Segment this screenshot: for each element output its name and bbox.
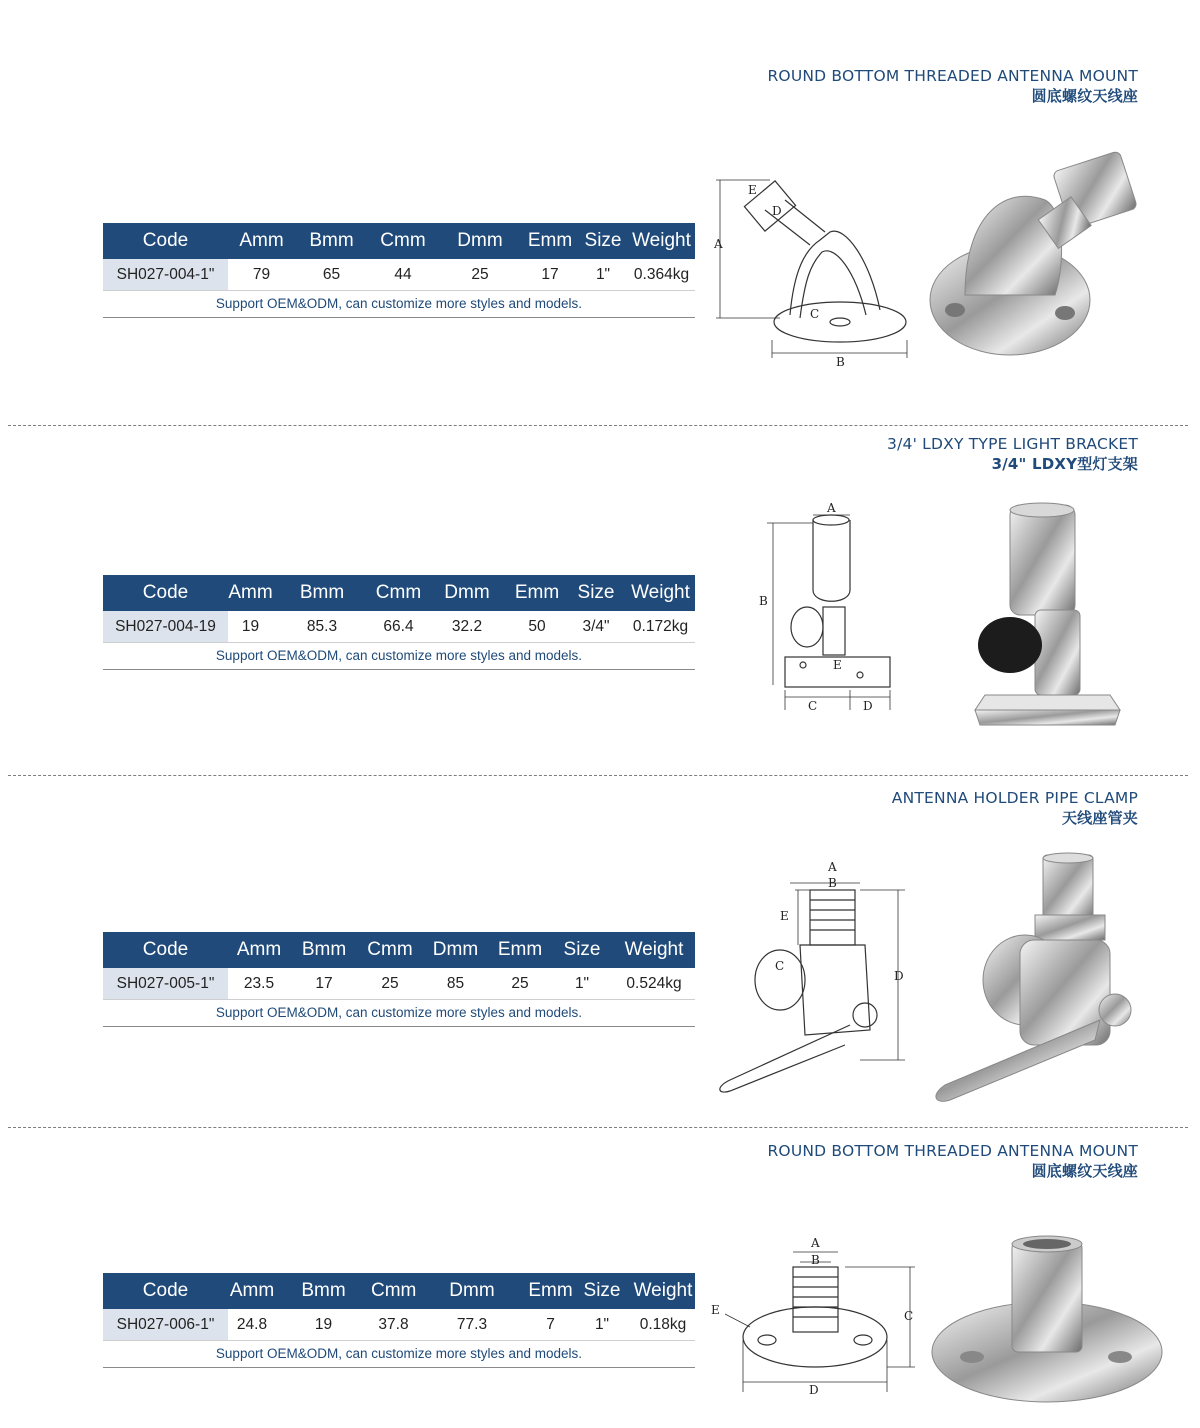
spec-table-4: [103, 1273, 695, 1368]
product-photo-4: [930, 1232, 1165, 1407]
cell: 19: [228, 611, 273, 643]
dim-label-b: B: [836, 355, 845, 369]
dim-label-a: A: [714, 237, 723, 251]
product-title-2: [887, 434, 1138, 474]
col-header: Cmm: [371, 1273, 416, 1309]
dim-label-e: E: [780, 909, 789, 923]
col-header: Bmm: [276, 1273, 371, 1309]
cell: 3/4": [566, 611, 626, 643]
col-header: Emm: [528, 1273, 573, 1309]
technical-drawing-2: [755, 495, 905, 720]
title-en: 3/4' LDXY TYPE LIGHT BRACKET: [887, 435, 1138, 453]
table-row: [103, 1309, 695, 1341]
col-header: Bmm: [295, 223, 368, 259]
col-header: Amm: [228, 223, 295, 259]
col-header: Code: [103, 575, 228, 611]
spec-table-2: [103, 575, 695, 670]
col-header: Amm: [228, 932, 290, 968]
col-header: Emm: [489, 932, 551, 968]
section-divider: [8, 775, 1188, 776]
cell-code: SH027-006-1": [103, 1309, 228, 1341]
title-zh: 圆底螺纹天线座: [1031, 1162, 1138, 1180]
dim-label-d: D: [863, 699, 873, 713]
col-header: Bmm: [273, 575, 371, 611]
spec-table-1: [103, 223, 695, 318]
col-header: Weight: [626, 575, 695, 611]
col-header: Dmm: [426, 575, 508, 611]
cell: 50: [508, 611, 566, 643]
cell-code: SH027-004-19: [103, 611, 228, 643]
dim-label-d: D: [772, 204, 782, 218]
col-header: Emm: [522, 223, 578, 259]
dim-label-c: C: [810, 307, 820, 321]
cell: 24.8: [228, 1309, 276, 1341]
cell: 79: [228, 259, 295, 291]
col-header: Emm: [508, 575, 566, 611]
product-photo-2: [965, 500, 1130, 730]
title-en: ROUND BOTTOM THREADED ANTENNA MOUNT: [767, 67, 1138, 85]
cell: 17: [522, 259, 578, 291]
col-header: Amm: [228, 1273, 276, 1309]
col-header: Size: [551, 932, 613, 968]
title-en: ROUND BOTTOM THREADED ANTENNA MOUNT: [767, 1142, 1138, 1160]
title-zh: 3/4" LDXY型灯支架: [991, 455, 1138, 473]
oem-note: Support OEM&ODM, can customize more styles and models.: [103, 291, 695, 318]
section-divider: [8, 1127, 1188, 1128]
cell: 1": [551, 968, 613, 1000]
technical-drawing-3: [710, 855, 910, 1095]
title-zh: 圆底螺纹天线座: [1031, 87, 1138, 105]
cell: 0.364kg: [628, 259, 695, 291]
table-header-row: [103, 223, 695, 259]
col-header: Code: [103, 223, 228, 259]
cell: 85: [422, 968, 489, 1000]
product-photo-3: [925, 850, 1170, 1110]
dim-label-d: D: [894, 969, 904, 983]
dim-label-e: E: [833, 658, 842, 672]
title-zh: 天线座管夹: [1061, 809, 1138, 827]
cell: 7: [528, 1309, 573, 1341]
dim-label-c: C: [904, 1309, 914, 1323]
spec-table-3: [103, 932, 695, 1027]
dim-label-a: A: [827, 501, 836, 515]
dim-label-e: E: [711, 1303, 720, 1317]
product-title-1: [767, 66, 1138, 106]
section-divider: [8, 425, 1188, 426]
col-header: Dmm: [422, 932, 489, 968]
col-header: Cmm: [371, 575, 426, 611]
cell: 25: [358, 968, 422, 1000]
cell: 25: [438, 259, 522, 291]
oem-note: Support OEM&ODM, can customize more styles and models.: [103, 1000, 695, 1027]
col-header: Code: [103, 932, 228, 968]
dim-label-b: B: [828, 876, 837, 890]
dim-label-b: B: [811, 1253, 820, 1267]
cell-code: SH027-005-1": [103, 968, 228, 1000]
cell: 1": [578, 259, 628, 291]
col-header: Cmm: [368, 223, 438, 259]
cell: 77.3: [416, 1309, 528, 1341]
cell: 44: [368, 259, 438, 291]
oem-note: Support OEM&ODM, can customize more styles and models.: [103, 1341, 695, 1368]
col-header: Amm: [228, 575, 273, 611]
cell: 32.2: [426, 611, 508, 643]
table-header-row: [103, 932, 695, 968]
cell: 0.18kg: [631, 1309, 695, 1341]
cell: 19: [276, 1309, 371, 1341]
cell: 85.3: [273, 611, 371, 643]
dim-label-e: E: [748, 183, 757, 197]
cell: 0.172kg: [626, 611, 695, 643]
col-header: Dmm: [438, 223, 522, 259]
dim-label-a: A: [811, 1236, 820, 1250]
col-header: Weight: [631, 1273, 695, 1309]
oem-note: Support OEM&ODM, can customize more styles and models.: [103, 643, 695, 670]
table-header-row: [103, 1273, 695, 1309]
col-header: Code: [103, 1273, 228, 1309]
col-header: Size: [566, 575, 626, 611]
title-en: ANTENNA HOLDER PIPE CLAMP: [891, 789, 1138, 807]
cell: 37.8: [371, 1309, 416, 1341]
col-header: Size: [578, 223, 628, 259]
col-header: Dmm: [416, 1273, 528, 1309]
dim-label-c: C: [775, 959, 785, 973]
col-header: Bmm: [290, 932, 358, 968]
table-row: [103, 611, 695, 643]
dim-label-a: A: [828, 860, 837, 874]
technical-drawing-1: [710, 170, 920, 370]
cell: 65: [295, 259, 368, 291]
table-row: [103, 968, 695, 1000]
cell: 0.524kg: [613, 968, 695, 1000]
dim-label-c: C: [808, 699, 818, 713]
cell: 17: [290, 968, 358, 1000]
cell-code: SH027-004-1": [103, 259, 228, 291]
cell: 25: [489, 968, 551, 1000]
product-title-4: [767, 1141, 1138, 1181]
table-header-row: [103, 575, 695, 611]
cell: 66.4: [371, 611, 426, 643]
table-row: [103, 259, 695, 291]
product-title-3: [892, 788, 1138, 828]
product-photo-1: [925, 145, 1165, 365]
dim-label-b: B: [759, 594, 768, 608]
cell: 1": [573, 1309, 631, 1341]
col-header: Cmm: [358, 932, 422, 968]
col-header: Weight: [613, 932, 695, 968]
col-header: Size: [573, 1273, 631, 1309]
dim-label-d: D: [809, 1383, 819, 1397]
col-header: Weight: [628, 223, 695, 259]
cell: 23.5: [228, 968, 290, 1000]
technical-drawing-4: [705, 1232, 920, 1397]
